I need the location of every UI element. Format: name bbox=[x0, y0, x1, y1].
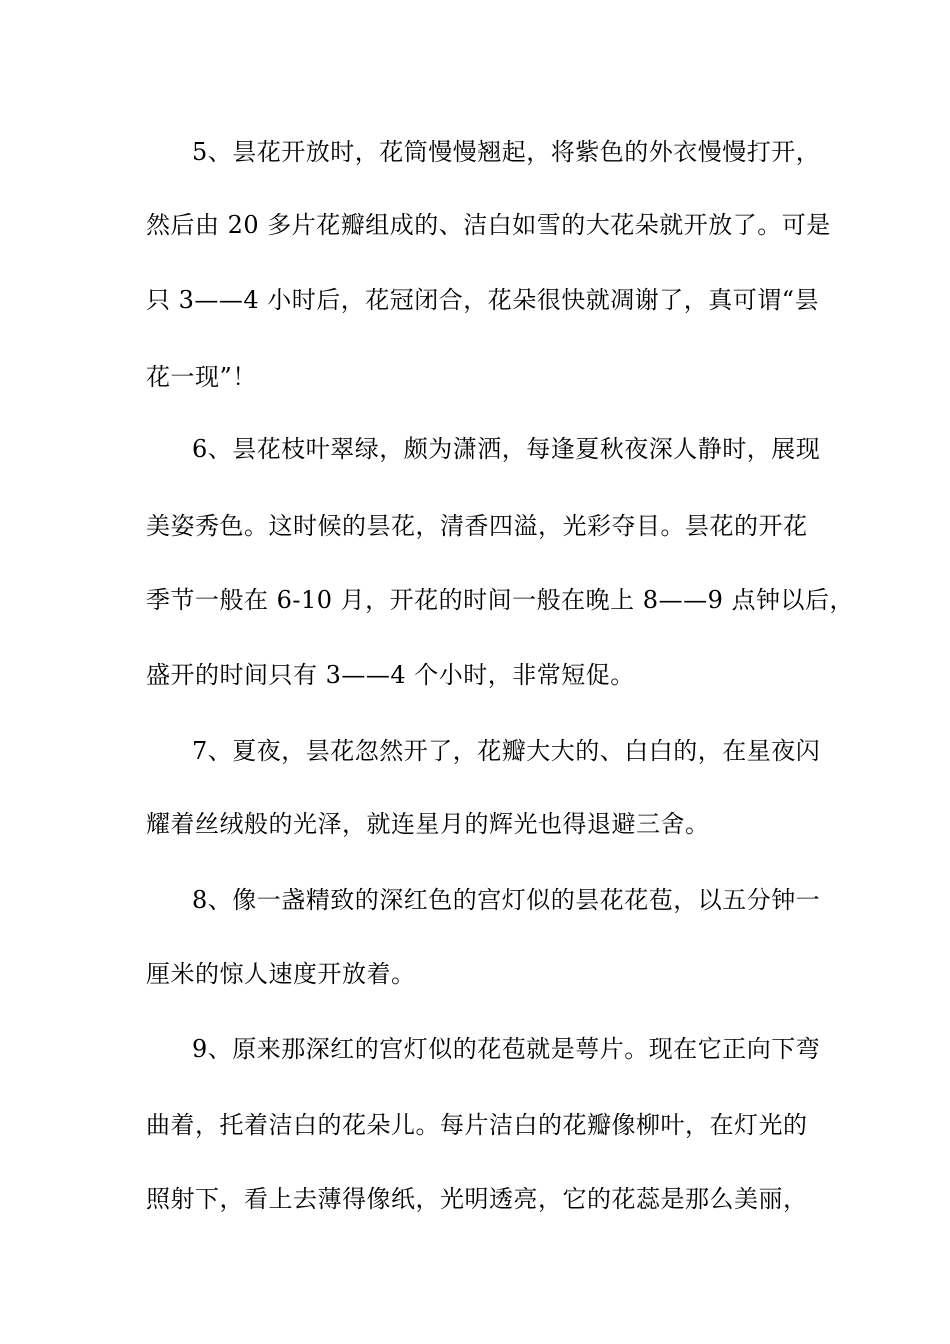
paragraph-6-line-4: 盛开的时间只有 3——4 个小时，非常短促。 bbox=[146, 661, 635, 689]
paragraph-6-line-3: 季节一般在 6-10 月，开花的时间一般在晚上 8——9 点钟以后， bbox=[146, 586, 854, 614]
paragraph-5-line-3: 只 3——4 小时后，花冠闭合，花朵很快就凋谢了，真可谓“昙 bbox=[146, 286, 820, 314]
paragraph-9-line-2: 曲着，托着洁白的花朵儿。每片洁白的花瓣像柳叶，在灯光的 bbox=[146, 1111, 808, 1139]
paragraph-8-line-1: 8、像一盏精致的深红色的宫灯似的昙花花苞，以五分钟一 bbox=[192, 886, 821, 914]
paragraph-7-line-2: 耀着丝绒般的光泽，就连星月的辉光也得退避三舍。 bbox=[146, 810, 710, 838]
paragraph-6-line-1: 6、昙花枝叶翠绿，颇为潇洒，每逢夏秋夜深人静时，展现 bbox=[192, 435, 821, 463]
paragraph-8-line-2: 厘米的惊人速度开放着。 bbox=[146, 960, 416, 988]
paragraph-7-line-1: 7、夏夜，昙花忽然开了，花瓣大大的、白白的，在星夜闪 bbox=[192, 737, 821, 765]
paragraph-6-line-2: 美姿秀色。这时候的昙花，清香四溢，光彩夺目。昙花的开花 bbox=[146, 512, 808, 540]
paragraph-5-line-2: 然后由 20 多片花瓣组成的、洁白如雪的大花朵就开放了。可是 bbox=[146, 211, 831, 239]
paragraph-9-line-1: 9、原来那深红的宫灯似的花苞就是萼片。现在它正向下弯 bbox=[192, 1035, 821, 1063]
paragraph-9-line-3: 照射下，看上去薄得像纸，光明透亮，它的花蕊是那么美丽， bbox=[146, 1185, 808, 1213]
paragraph-5-line-4: 花一现”！ bbox=[146, 363, 257, 391]
paragraph-5-line-1: 5、昙花开放时，花筒慢慢翘起，将紫色的外衣慢慢打开， bbox=[192, 138, 821, 166]
